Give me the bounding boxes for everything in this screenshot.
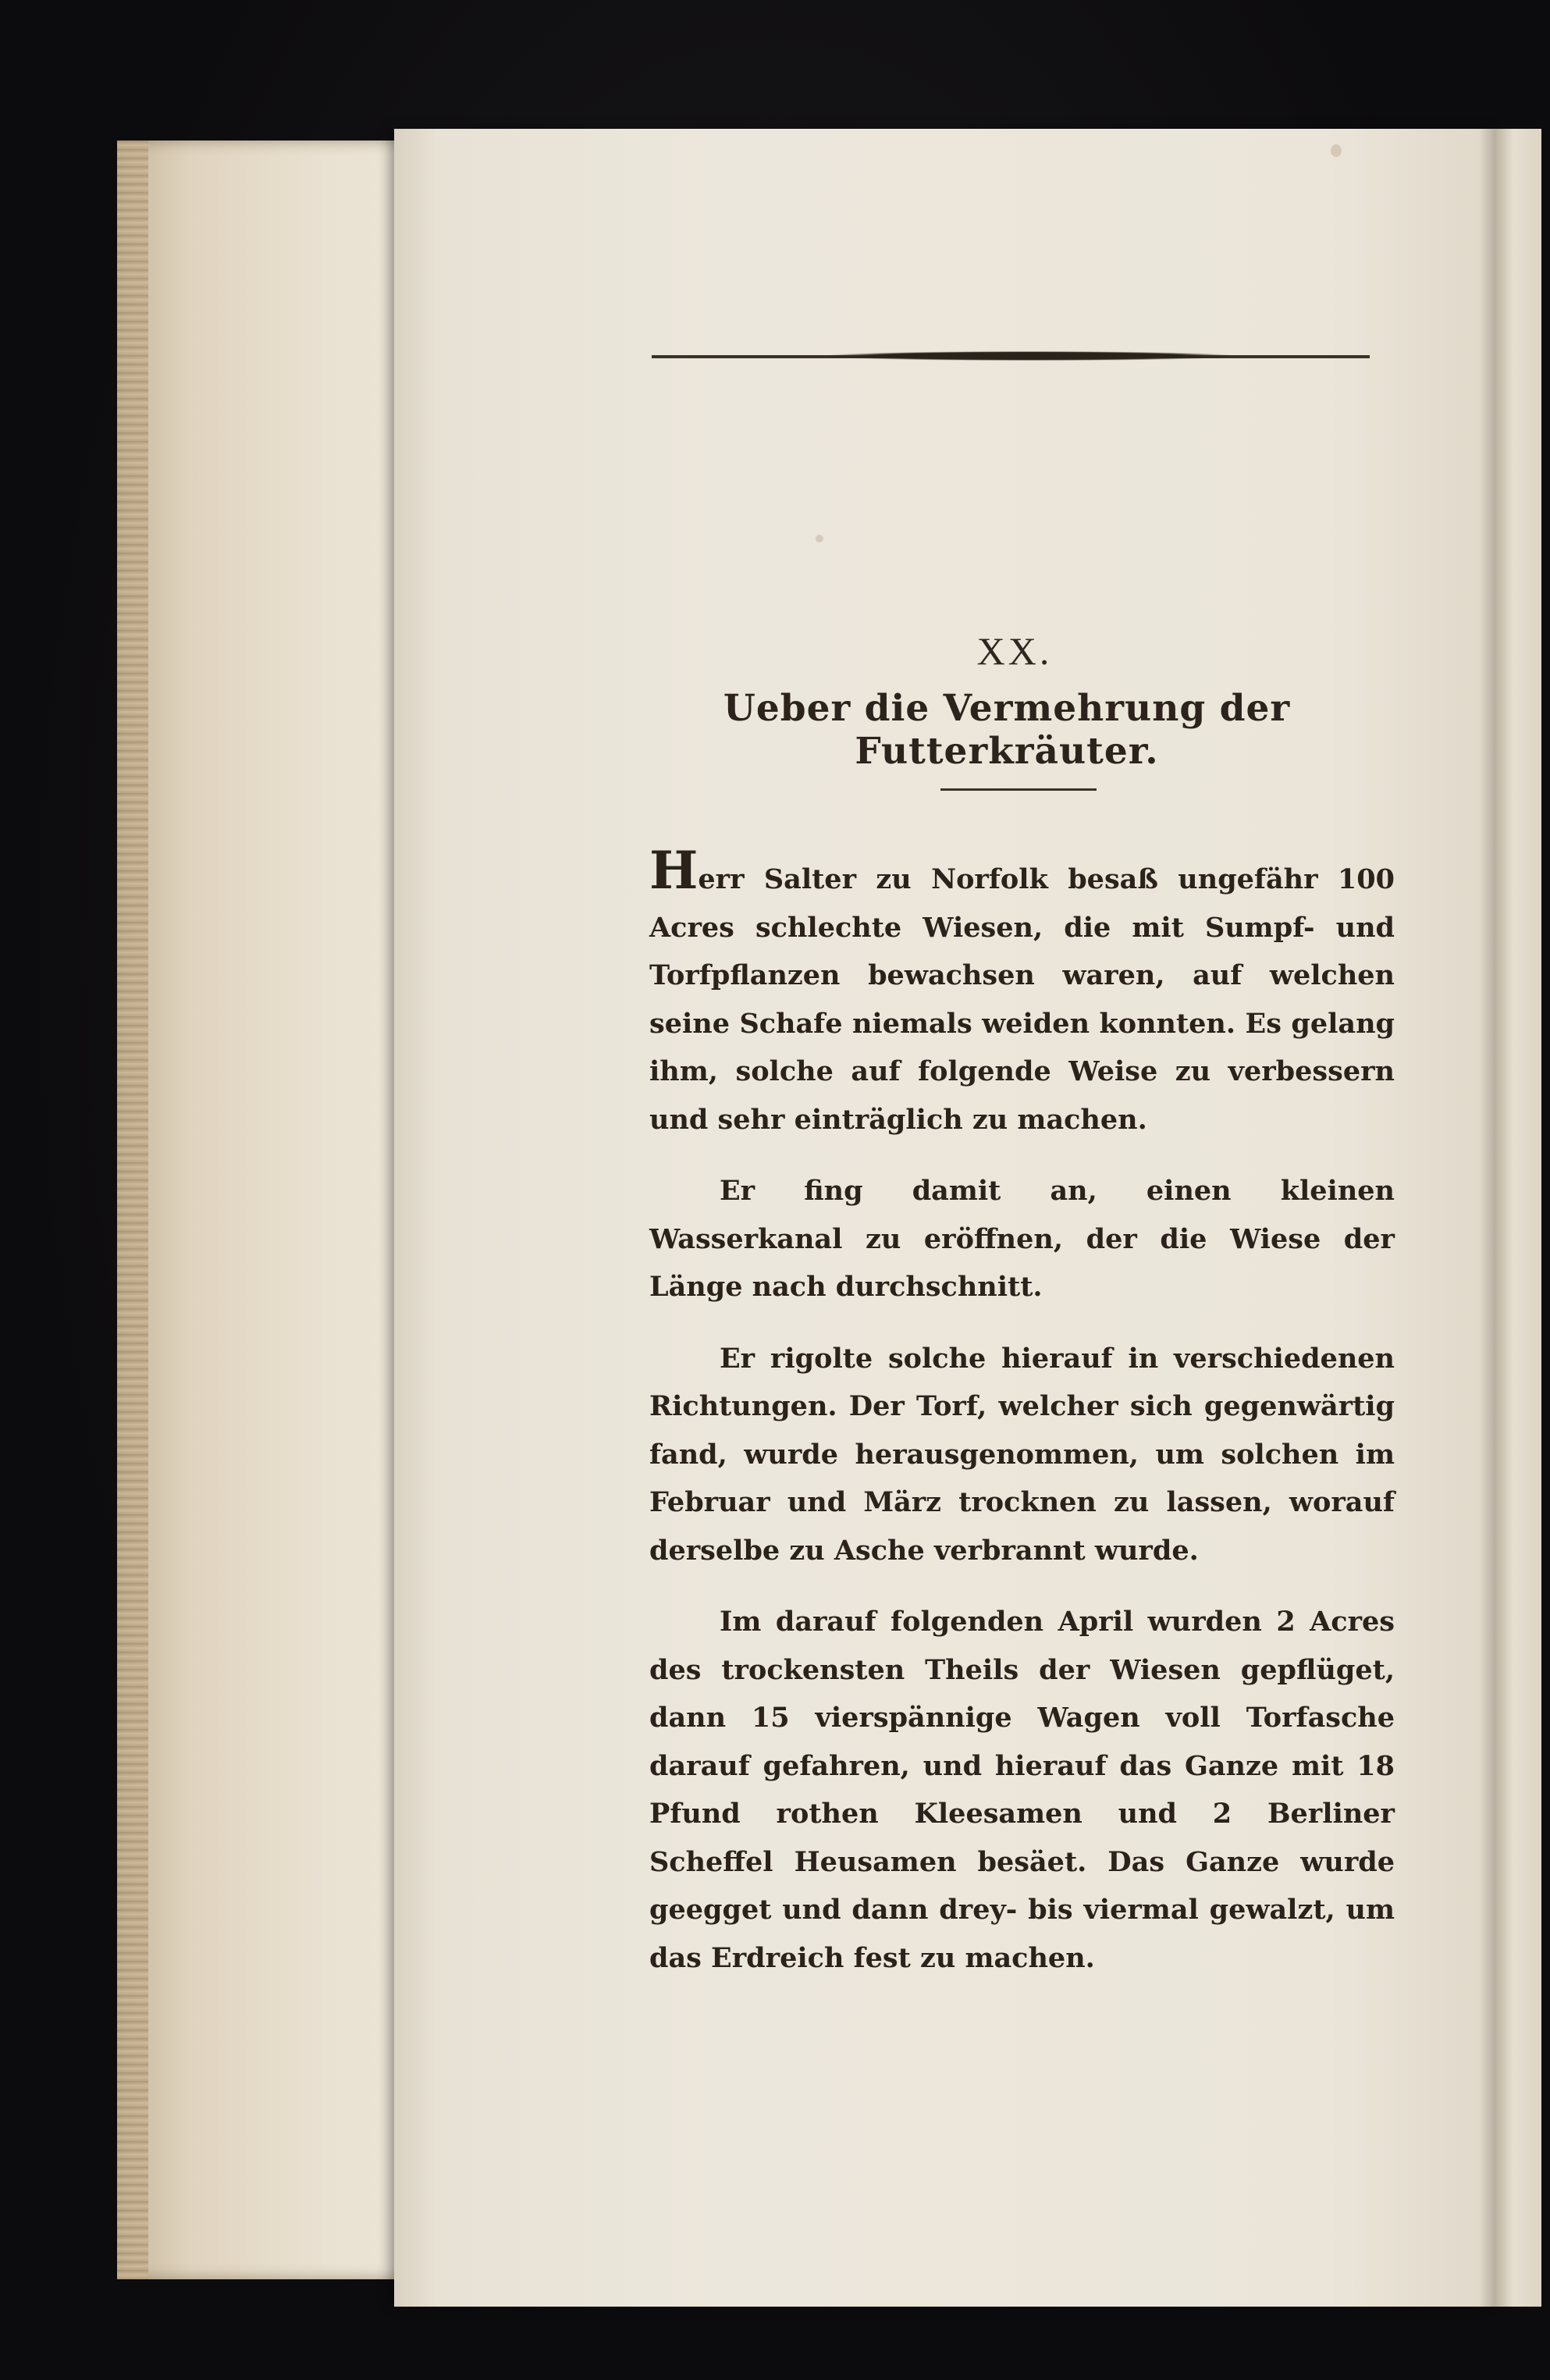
section-number: XX. [976,629,1053,673]
paragraph-text: err Salter zu Norfolk besaß ungefähr 100 Acres schlechte Wiesen, die mit Sumpf- und Torfpflanzen bewachsen waren, auf welchen seine Schafe niemals weiden konnten. Es gelang ihm, solche auf folgende Weise zu verbessern und sehr einträglich zu machen. [649,863,1395,1136]
left-page-edge [117,141,414,2279]
section-title: Ueber die Vermehrung der Futterkräuter. [723,687,1291,773]
title-divider [940,788,1097,791]
paragraph: Er rigolte solche hierauf in verschiedenen Richtungen. Der Torf, welcher sich gegenwärtig fand, wurde herausgenommen, um solchen im Februar und März trocknen zu lassen, worauf derselbe zu Asche verbrannt wurde. [649,1342,1395,1567]
adjacent-page-edge [1495,129,1541,2307]
body-text [649,840,1395,2005]
header-rule-ornament [827,351,1233,361]
paragraph [649,840,1395,1144]
page-stain [1331,144,1342,157]
page-stain [816,535,823,543]
paragraph: Im darauf folgenden April wurden 2 Acres des trockensten Theils der Wiesen gepflüget, dann 15 vierspännige Wagen voll Torfasche darauf gefahren, und hierauf das Ganze mit 18 Pfund rothen Kleesamen und 2 Berliner Scheffel Heusamen besäet. Das Ganze wurde geegget und dann drey- bis viermal gewalzt, um das Erdreich fest zu machen. [649,1606,1395,1974]
drop-initial: H [649,840,699,901]
worn-cover-edge [117,141,148,2279]
paragraph: Er fing damit an, einen kleinen Wasserkanal zu eröffnen, der die Wiese der Länge nach durchschnitt. [649,1175,1395,1303]
